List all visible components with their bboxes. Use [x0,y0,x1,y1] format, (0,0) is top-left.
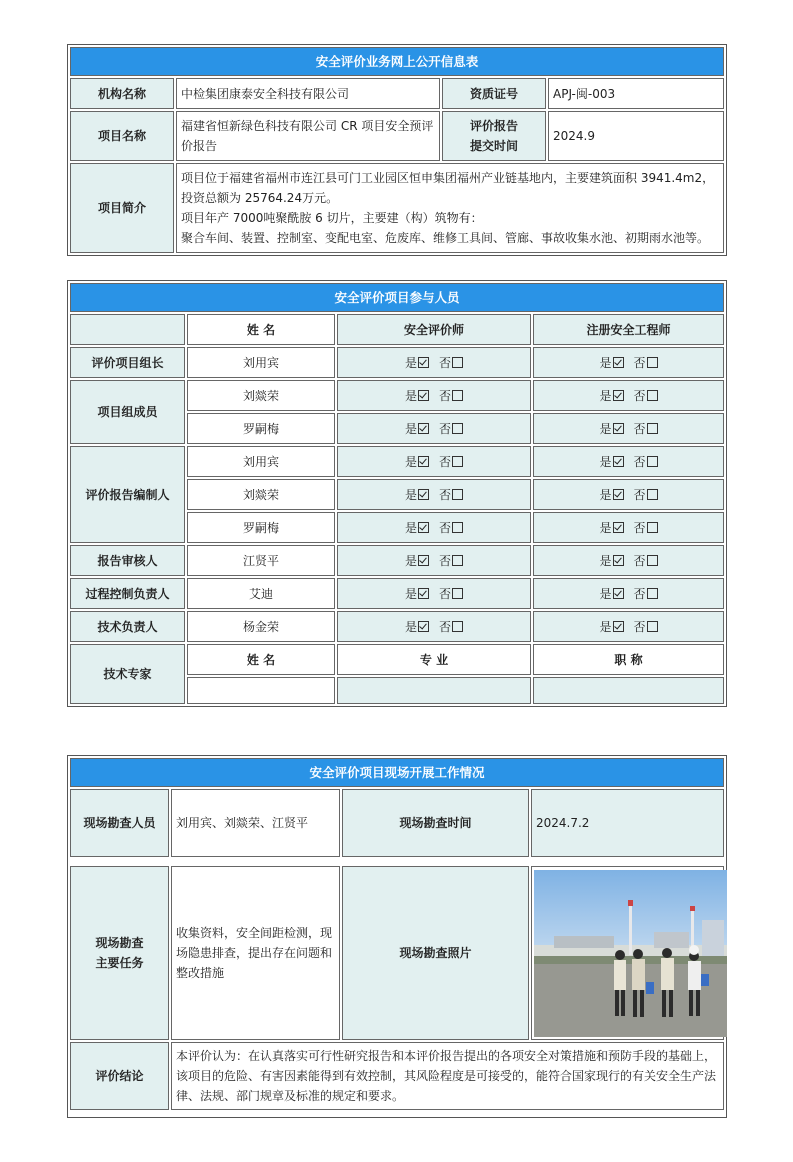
cert-label: 资质证号 [442,78,546,109]
evaluator-check: 是 否 [337,545,531,576]
checked-box-icon [418,621,429,632]
checked-box-icon [613,555,624,566]
blank-header-cell [70,314,185,345]
engineer-check: 是 否 [533,479,724,510]
evaluator-check: 是 否 [337,611,531,642]
checked-box-icon [613,621,624,632]
unchecked-box-icon [647,357,658,368]
table-title: 安全评价项目参与人员 [70,283,724,312]
checked-box-icon [418,423,429,434]
survey-photo-cell [531,866,724,1040]
intro-label: 项目简介 [70,163,174,253]
role-reviewer: 报告审核人 [70,545,185,576]
expert-col-name: 姓 名 [187,644,335,675]
unchecked-box-icon [452,423,463,434]
onsite-work-table [67,755,727,1118]
task-label: 现场勘查 主要任务 [70,866,169,1040]
conclusion-label: 评价结论 [70,1042,169,1110]
unchecked-box-icon [452,588,463,599]
checked-box-icon [418,357,429,368]
person-name: 杨金荣 [187,611,335,642]
col-evaluator: 安全评价师 [337,314,531,345]
checked-box-icon [613,357,624,368]
unchecked-box-icon [647,390,658,401]
role-members: 项目组成员 [70,380,185,444]
survey-time-label: 现场勘查时间 [342,789,529,857]
unchecked-box-icon [452,621,463,632]
engineer-check: 是 否 [533,611,724,642]
person-name: 刘用宾 [187,446,335,477]
engineer-check: 是 否 [533,413,724,444]
evaluator-check: 是 否 [337,479,531,510]
unchecked-box-icon [647,522,658,533]
expert-major-empty [337,677,531,704]
conclusion-value: 本评价认为：在认真落实可行性研究报告和本评价报告提出的各项安全对策措施和预防手段的基础上，该项目的危险、有害因素能得到有效控制，其风险程度是可接受的，能符合国家现行的有关安全生产法律、法规、部门规章及标准的规定和要求。 [171,1042,724,1110]
survey-time-value: 2024.7.2 [531,789,724,857]
checked-box-icon [418,489,429,500]
person-name: 刘燚荣 [187,380,335,411]
engineer-check: 是 否 [533,545,724,576]
org-label: 机构名称 [70,78,174,109]
engineer-check: 是 否 [533,446,724,477]
person-name: 刘用宾 [187,347,335,378]
checked-box-icon [613,456,624,467]
checked-box-icon [418,390,429,401]
photo-label: 现场勘查照片 [342,866,529,1040]
col-name: 姓 名 [187,314,335,345]
checked-box-icon [418,522,429,533]
unchecked-box-icon [452,456,463,467]
evaluator-check: 是 否 [337,446,531,477]
evaluator-check: 是 否 [337,512,531,543]
submit-time-label: 评价报告 提交时间 [442,111,546,161]
unchecked-box-icon [452,522,463,533]
role-expert: 技术专家 [70,644,185,704]
unchecked-box-icon [647,621,658,632]
project-value: 福建省恒新绿色科技有限公司 CR 项目安全预评价报告 [176,111,440,161]
survey-people-label: 现场勘查人员 [70,789,169,857]
checked-box-icon [613,588,624,599]
col-engineer: 注册安全工程师 [533,314,724,345]
checked-box-icon [613,522,624,533]
project-label: 项目名称 [70,111,174,161]
evaluator-check: 是 否 [337,578,531,609]
public-info-table [67,44,727,256]
evaluator-check: 是 否 [337,413,531,444]
unchecked-box-icon [647,489,658,500]
role-leader: 评价项目组长 [70,347,185,378]
person-name: 艾迪 [187,578,335,609]
checked-box-icon [418,588,429,599]
expert-col-title: 职 称 [533,644,724,675]
person-name: 刘燚荣 [187,479,335,510]
engineer-check: 是 否 [533,512,724,543]
survey-people-value: 刘用宾、刘燚荣、江贤平 [171,789,340,857]
unchecked-box-icon [452,357,463,368]
checked-box-icon [418,555,429,566]
expert-col-major: 专 业 [337,644,531,675]
org-value: 中检集团康泰安全科技有限公司 [176,78,440,109]
engineer-check: 是 否 [533,380,724,411]
role-writers: 评价报告编制人 [70,446,185,543]
survey-photo-illustration [534,870,727,1037]
unchecked-box-icon [452,390,463,401]
table-title: 安全评价业务网上公开信息表 [70,47,724,76]
engineer-check: 是 否 [533,578,724,609]
survey-photo [534,870,727,1037]
table-title: 安全评价项目现场开展工作情况 [70,758,724,787]
expert-title-empty [533,677,724,704]
expert-name-empty [187,677,335,704]
task-value: 收集资料，安全间距检测，现场隐患排查，提出存在问题和整改措施 [171,866,340,1040]
intro-value: 项目位于福建省福州市连江县可门工业园区恒申集团福州产业链基地内，主要建筑面积 3941.4m2，投资总额为 25764.24万元。 项目年产 7000吨聚酰胺 6 切片，主要建（构）筑物有： 聚合车间、装置、控制室、变配电室、危废库、维修工具间、管廊、事故收集水池、初期雨水池等。 [176,163,724,253]
evaluator-check: 是 否 [337,347,531,378]
checked-box-icon [418,456,429,467]
cert-value: APJ-闽-003 [548,78,724,109]
submit-time-value: 2024.9 [548,111,724,161]
unchecked-box-icon [647,555,658,566]
unchecked-box-icon [452,555,463,566]
person-name: 罗嗣梅 [187,512,335,543]
participants-table [67,280,727,707]
checked-box-icon [613,489,624,500]
unchecked-box-icon [647,456,658,467]
person-name: 罗嗣梅 [187,413,335,444]
role-process: 过程控制负责人 [70,578,185,609]
checked-box-icon [613,390,624,401]
person-name: 江贤平 [187,545,335,576]
role-tech: 技术负责人 [70,611,185,642]
unchecked-box-icon [647,588,658,599]
evaluator-check: 是 否 [337,380,531,411]
unchecked-box-icon [452,489,463,500]
unchecked-box-icon [647,423,658,434]
checked-box-icon [613,423,624,434]
engineer-check: 是 否 [533,347,724,378]
